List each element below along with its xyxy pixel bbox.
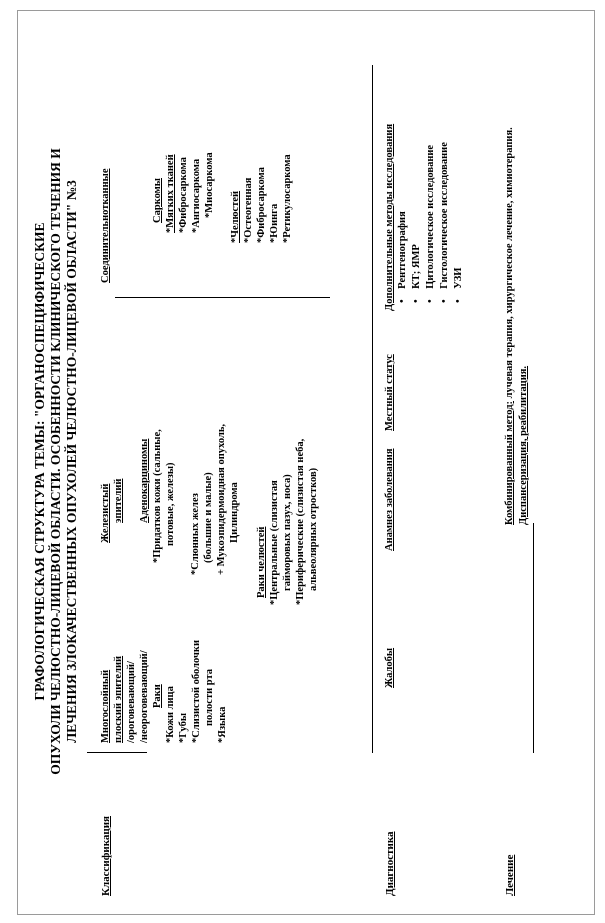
bullet-icon: • — [397, 288, 408, 303]
glandular-heading-2: эпителий — [113, 478, 124, 523]
bullet-icon: • — [411, 288, 422, 303]
glandular-heading-1: Железистый — [100, 483, 111, 543]
squamous-sub-1: /ороговевающий/ — [126, 661, 137, 743]
squamous-heading-2: плоский эпителий — [113, 655, 124, 743]
adenocarcinoma-heading: Аденокарциномы — [139, 438, 150, 523]
squamous-sub-2: /неороговевающий/ — [139, 650, 150, 743]
method-item — [454, 268, 465, 303]
treatment-method — [505, 127, 516, 525]
adenocarcinoma-item: + Мукоэпидермоидная опухоль, — [216, 423, 227, 575]
jaw-sarcoma-item: *Юинга — [269, 203, 280, 243]
classification-bracket-line — [87, 752, 147, 753]
cancer-item: *Языка — [217, 706, 228, 743]
method-label: Гистологическое исследование — [439, 142, 450, 289]
additional-methods-heading: Дополнительные методы исследования — [384, 123, 395, 311]
cancer-item: *Кожи лица — [165, 686, 176, 743]
jaws-heading: *Челюстей — [230, 190, 241, 243]
adenocarcinoma-item: потовые, железы) — [165, 462, 176, 546]
method-item — [398, 211, 409, 303]
title-line-2: ОПУХОЛИ ЧЕЛЮСТНО-ЛИЦЕВОЙ ОБЛАСТИ. ОСОБЕННОСТИ КЛИНИЧЕСКОГО ТЕЧЕНИЯ И — [48, 148, 63, 775]
section-divider-line — [372, 65, 373, 753]
anamnesis-label: Анамнез заболевания — [384, 448, 395, 551]
jaw-sarcoma-item: *Фибросаркома — [256, 167, 267, 243]
soft-tissue-item: *Ангиосаркома — [191, 158, 202, 233]
treatment-heading: Лечение — [504, 854, 516, 896]
jaw-cancer-item: *Центральные (слизистая — [269, 480, 280, 605]
jaw-cancer-item: гайморовых пазух, носа) — [282, 474, 293, 591]
title-line-3: ЛЕЧЕНИЯ ЗЛОКАЧЕСТВЕННЫХ ОПУХОЛЕЙ ЧЕЛЮСТНО-ЛИЦЕВОЙ ОБЛАСТИ" №3 — [64, 180, 79, 743]
jaw-sarcoma-item: *Остеогенная — [243, 177, 254, 243]
method-label: Рентгенография — [397, 211, 408, 289]
diagnostics-heading: Диагностика — [384, 831, 396, 896]
local-status-label: Местный статус — [384, 354, 395, 431]
squamous-heading-1: Многослойный — [100, 669, 111, 743]
treatment-method-text: лучевая терапия, хирургическое лечение, химиотерапия. — [504, 127, 515, 401]
adenocarcinoma-item: (большие и малые) — [203, 472, 214, 563]
adenocarcinoma-item: *Придатков кожи (сальные, — [152, 429, 163, 563]
method-item — [426, 145, 437, 303]
connective-heading: Соединительнотканные — [100, 168, 111, 283]
jaw-cancers-heading: Раки челюстей — [256, 526, 267, 598]
method-label: КТ; ЯМР — [411, 244, 422, 289]
classification-heading: Классификация — [100, 816, 112, 896]
followup-text: Диспансеризация, реабилитация. — [518, 365, 529, 525]
jaw-sarcoma-item: *Ретикулосаркома — [282, 154, 293, 243]
cancer-item: *Губы — [178, 712, 189, 743]
bullet-icon: • — [453, 288, 464, 303]
method-item — [440, 142, 451, 303]
soft-tissue-item: *Фибросаркома — [178, 157, 189, 233]
soft-tissue-item: *Миосаркома — [204, 152, 215, 218]
treatment-divider-line — [533, 523, 534, 753]
title-line-1: ГРАФОЛОГИЧЕСКАЯ СТРУКТУРА ТЕМЫ: "ОРГАНОСПЕЦИФИЧЕСКИЕ — [32, 222, 47, 701]
bullet-icon: • — [439, 288, 450, 303]
cancers-heading: Раки — [152, 684, 163, 708]
adenocarcinoma-item: *Слюнных желез — [190, 493, 201, 575]
connective-divider-line — [115, 297, 330, 298]
method-label: Цитологическое исследование — [425, 144, 436, 289]
method-item — [412, 244, 423, 303]
jaw-cancer-item: альвеолярных отростков) — [308, 467, 319, 591]
sarcomas-heading: Саркомы — [152, 178, 163, 223]
adenocarcinoma-item: Цилиндрома — [229, 482, 240, 543]
bullet-icon: • — [425, 288, 436, 303]
soft-tissue-heading: *Мягких тканей — [165, 154, 176, 233]
jaw-cancer-item: *Периферические (слизистая неба, — [295, 438, 306, 605]
method-label: УЗИ — [453, 267, 464, 289]
cancer-item: полости рта — [204, 668, 215, 726]
treatment-method-label: Комбинированный метод: — [504, 400, 515, 525]
cancer-item: *Слизистой оболочки — [191, 639, 202, 743]
complaints-label: Жалобы — [384, 647, 395, 688]
